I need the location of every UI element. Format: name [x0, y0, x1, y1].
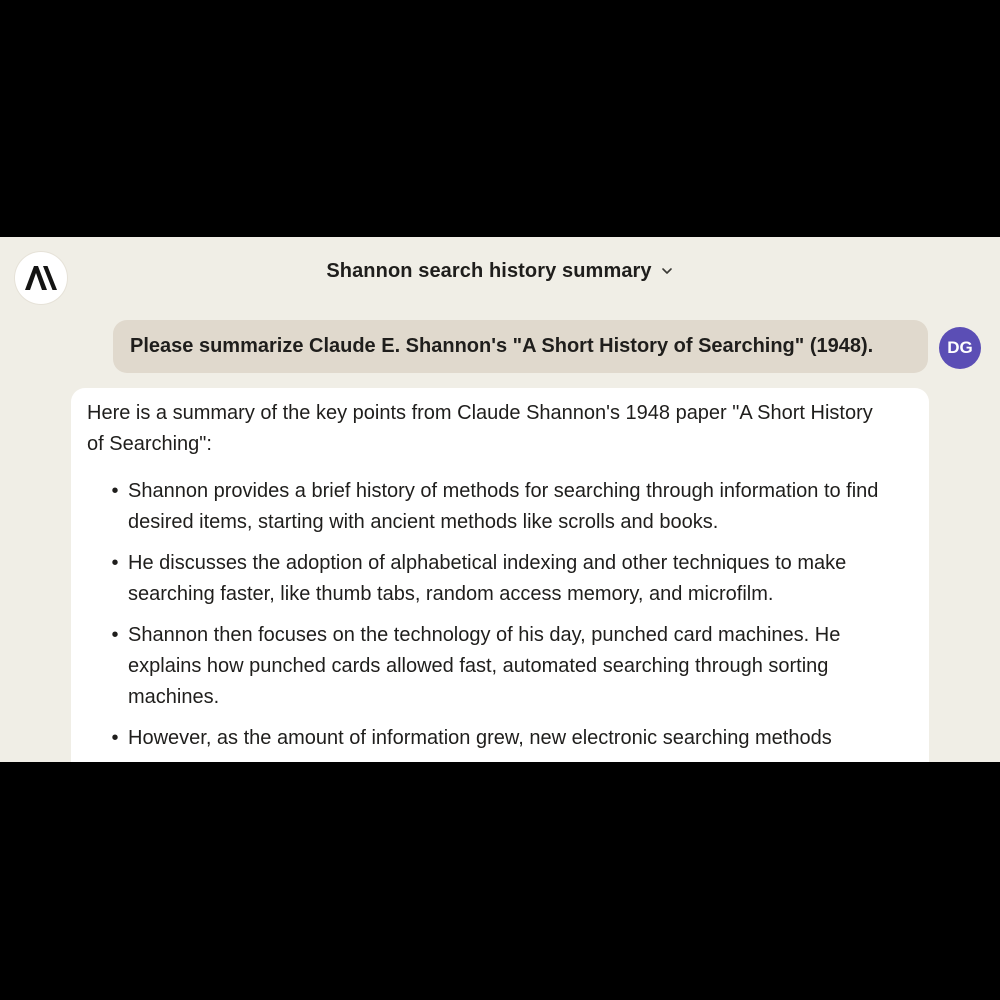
avatar[interactable]: [939, 327, 981, 369]
list-item: [87, 548, 907, 610]
list-item-text: Shannon provides a brief history of methods for searching through information to find desired items, starting with ancient methods like scrolls and books.: [128, 480, 879, 533]
assistant-message: [71, 388, 929, 762]
list-item-text: Shannon then focuses on the technology of his day, punched card machines. He explains how punched cards allowed fast, automated searching through sorting machines.: [128, 624, 841, 708]
user-message: [113, 320, 928, 373]
list-item: [87, 723, 907, 754]
bullet-marker: •: [111, 624, 119, 646]
conversation-title-text: Shannon search history summary: [326, 259, 652, 282]
chevron-down-icon: [660, 264, 674, 278]
user-message-text: Please summarize Claude E. Shannon's "A Short History of Searching" (1948).: [130, 335, 874, 357]
list-item-text: He discusses the adoption of alphabetical indexing and other techniques to make searching faster, like thumb tabs, random access memory, and microfilm.: [128, 552, 847, 605]
list-item-text: However, as the amount of information grew, new electronic searching methods: [128, 727, 832, 749]
bullet-marker: •: [111, 480, 119, 502]
chat-app: [0, 237, 1000, 762]
list-item: [87, 620, 907, 713]
bullet-marker: •: [111, 727, 119, 749]
assistant-bullet-list: [87, 476, 913, 754]
avatar-initials: DG: [947, 338, 973, 357]
conversation-title[interactable]: [0, 257, 1000, 285]
list-item: [87, 476, 907, 538]
assistant-intro: Here is a summary of the key points from Claude Shannon's 1948 paper "A Short History of Searching":: [87, 402, 873, 455]
bullet-marker: •: [111, 552, 119, 574]
